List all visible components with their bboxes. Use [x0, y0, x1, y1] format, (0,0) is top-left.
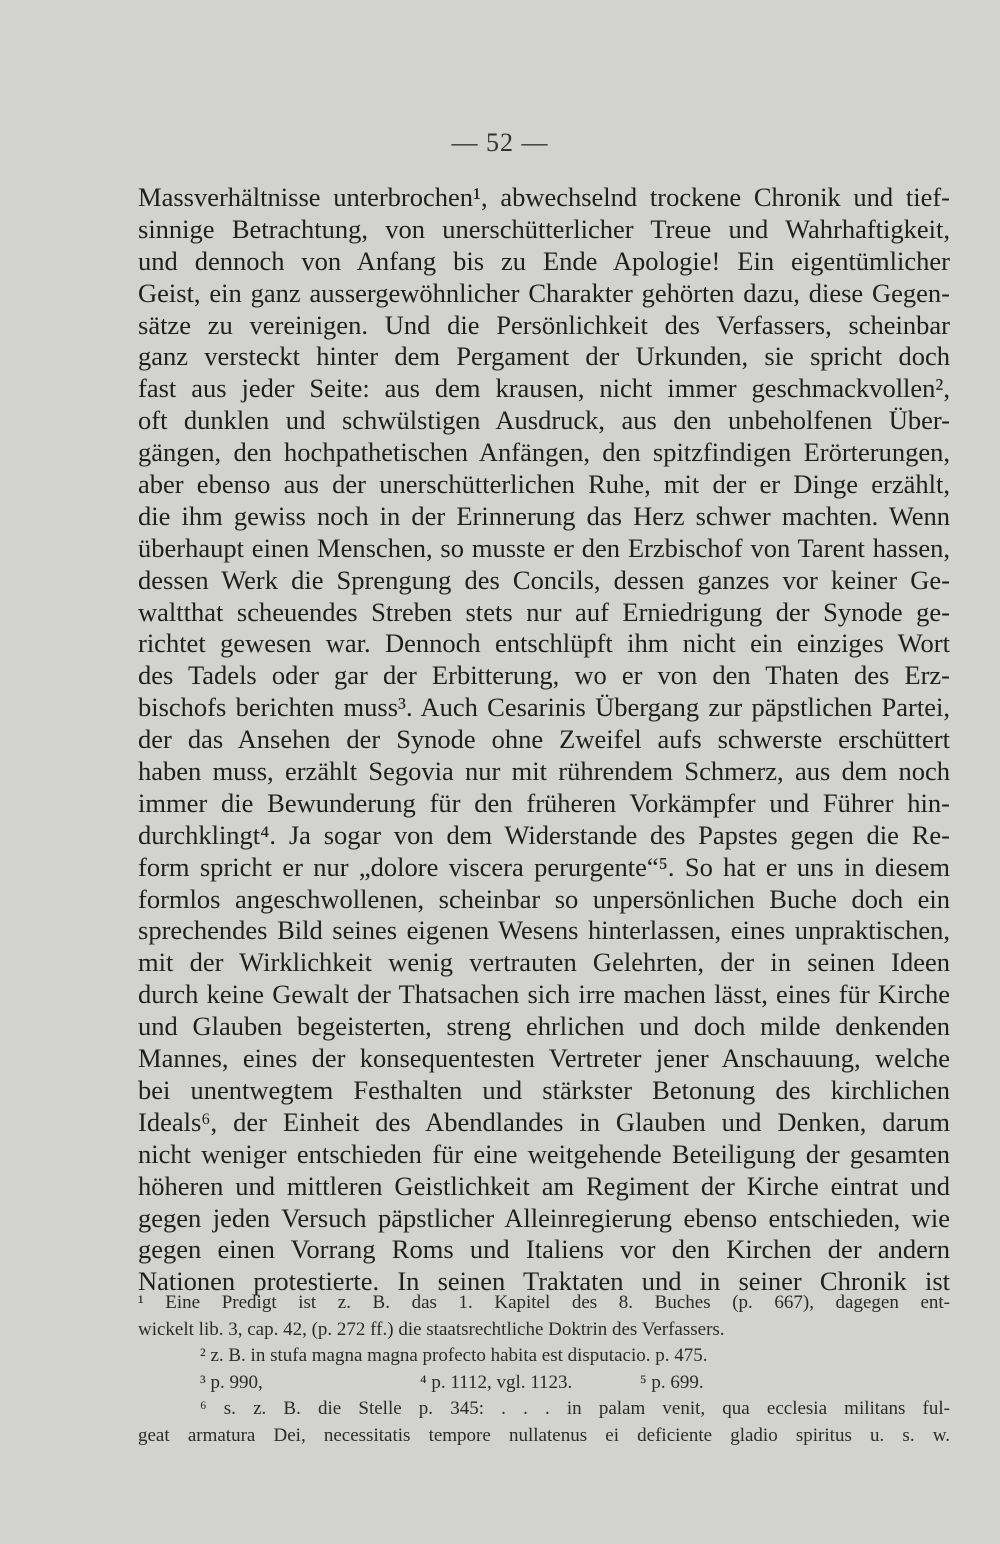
footnote-1-cont: wickelt lib. 3, cap. 42, (p. 272 ff.) die staatsrechtliche Doktrin des Verfassers. [138, 1318, 725, 1340]
text-line: Mannes, eines der konsequentesten Vertreter jener Anschauung, welche [138, 1043, 950, 1074]
footnote-6: ⁶ s. z. B. die Stelle p. 345: . . . in palam venit, qua ecclesia militans ful- [200, 1398, 950, 1419]
text-line: überhaupt einen Menschen, so musste er den Erzbischof von Tarent hassen, [138, 532, 950, 563]
text-line: die ihm gewiss noch in der Erinnerung das Herz schwer machten. Wenn [138, 500, 950, 531]
text-line: richtet gewesen war. Dennoch entschlüpft ihm nicht ein einziges Wort [138, 628, 950, 659]
text-line: form spricht er nur „dolore viscera perurgente“⁵. So hat er uns in diesem [138, 851, 950, 882]
text-line: der das Ansehen der Synode ohne Zweifel aufs schwerste erschüttert [138, 724, 950, 755]
text-line: sprechendes Bild seines eigenen Wesens hinterlassen, eines unpraktischen, [138, 915, 950, 946]
text-line: mit der Wirklichkeit wenig vertrauten Gelehrten, der in seinen Ideen [138, 947, 950, 978]
text-line: oft dunklen und schwülstigen Ausdruck, aus den unbeholfenen Über- [138, 405, 950, 436]
text-line: gegen jeden Versuch päpstlicher Alleinregierung ebenso entschieden, wie [138, 1202, 950, 1233]
text-line: durch keine Gewalt der Thatsachen sich irre machen lässt, eines für Kirche [138, 979, 950, 1010]
text-line: gegen einen Vorrang Roms und Italiens vor den Kirchen der andern [138, 1234, 950, 1265]
footnote-5: ⁵ p. 699. [640, 1371, 704, 1393]
text-line: dessen Werk die Sprengung des Concils, dessen ganzes vor keiner Ge- [138, 564, 950, 595]
text-line: höheren und mittleren Geistlichkeit am Regiment der Kirche eintrat und [138, 1170, 950, 1201]
page-number: — 52 — [451, 128, 549, 157]
text-line: ganz versteckt hinter dem Pergament der Urkunden, sie spricht doch [138, 341, 950, 372]
footnotes-3-4-5 [138, 1370, 950, 1397]
footnote-6-cont: geat armatura Dei, necessitatis tempore nullatenus ei deficiente gladio spiritus u. s. w. [138, 1424, 950, 1446]
text-line: durchklingt⁴. Ja sogar von dem Widerstande des Papstes gegen die Re- [138, 819, 950, 850]
text-line: fast aus jeder Seite: aus dem krausen, nicht immer geschmackvollen², [138, 373, 950, 404]
text-line: bischofs berichten muss³. Auch Cesarinis Übergang zur päpstlichen Partei, [138, 692, 950, 723]
text-line: und Glauben begeisterten, streng ehrlichen und doch milde denkenden [138, 1011, 950, 1042]
text-line: sätze zu vereinigen. Und die Persönlichkeit des Verfassers, scheinbar [138, 309, 950, 340]
text-line: Geist, ein ganz aussergewöhnlicher Charakter gehörten dazu, diese Gegen- [138, 277, 950, 308]
text-line: Nationen protestierte. In seinen Traktaten und in seiner Chronik ist [138, 1266, 950, 1297]
text-line: Ideals⁶, der Einheit des Abendlandes in Glauben und Denken, darum [138, 1106, 950, 1137]
text-line: bei unentwegtem Festhalten und stärkster Betonung des kirchlichen [138, 1074, 950, 1105]
text-line: sinnige Betrachtung, von unerschütterlicher Treue und Wahrhaftigkeit, [138, 213, 950, 244]
footnote-3: ³ p. 990, [200, 1371, 263, 1393]
text-line: haben muss, erzählt Segovia nur mit rührendem Schmerz, aus dem noch [138, 756, 950, 787]
footnotes [138, 1290, 950, 1449]
text-line: formlos angeschwollenen, scheinbar so unpersönlichen Buche doch ein [138, 883, 950, 914]
footnote-1: ¹ Eine Predigt ist z. B. das 1. Kapitel des 8. Buches (p. 667), dagegen ent- [138, 1292, 950, 1313]
footnote-2: ² z. B. in stufa magna magna profecto habita est disputacio. p. 475. [200, 1345, 708, 1366]
text-line: und dennoch von Anfang bis zu Ende Apologie! Ein eigentümlicher [138, 245, 950, 276]
text-line: aber ebenso aus der unerschütterlichen Ruhe, mit der er Dinge erzählt, [138, 469, 950, 500]
text-line: nicht weniger entschieden für eine weitgehende Beteiligung der gesamten [138, 1138, 950, 1169]
text-line: gängen, den hochpathetischen Anfängen, den spitzfindigen Erörterungen, [138, 437, 950, 468]
text-line: waltthat scheuendes Streben stets nur auf Erniedrigung der Synode ge- [138, 596, 950, 627]
text-line: immer die Bewunderung für den früheren Vorkämpfer und Führer hin- [138, 787, 950, 818]
text-line: Massverhältnisse unterbrochen¹, abwechselnd trockene Chronik und tief- [138, 182, 950, 212]
footnote-4: ⁴ p. 1112, vgl. 1123. [420, 1371, 573, 1393]
text-line: des Tadels oder gar der Erbitterung, wo er von den Thaten des Erz- [138, 660, 950, 691]
main-text [138, 182, 950, 1298]
